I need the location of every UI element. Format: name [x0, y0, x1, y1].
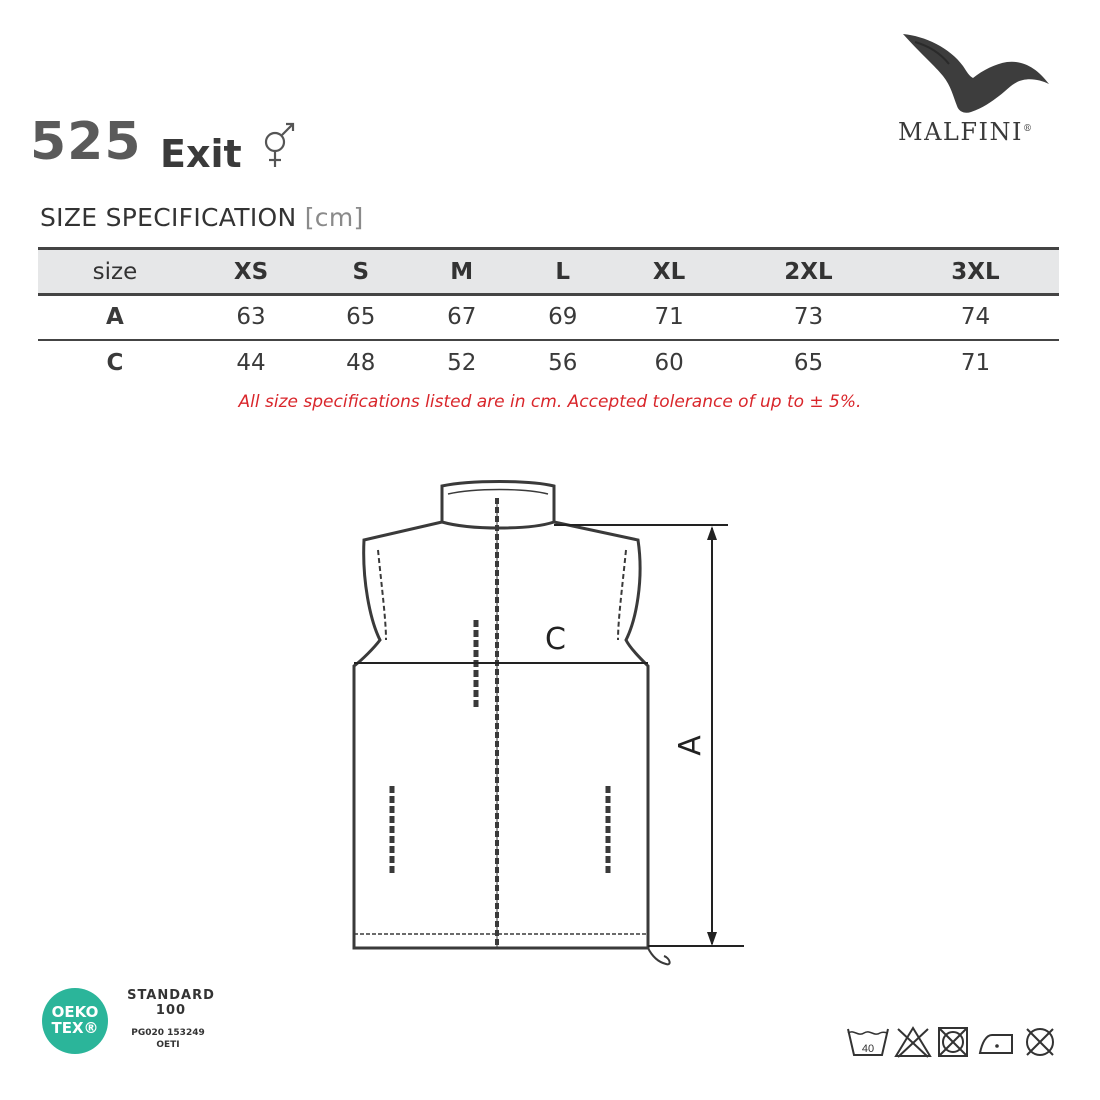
oeko-standard	[126, 988, 216, 1018]
oeko-tex-badge	[42, 988, 108, 1054]
eagle-logo-icon	[895, 26, 1055, 118]
product-number: 525	[30, 112, 142, 172]
tolerance-note: All size specifications listed are in cm. Accepted tolerance of up to ± 5%.	[238, 392, 862, 412]
oeko-code	[128, 1027, 208, 1051]
size-table	[38, 247, 1059, 385]
table-cell: 63	[236, 304, 266, 331]
table-cell: 74	[960, 304, 991, 331]
iron-low-icon	[976, 1025, 1016, 1059]
oeko-standard-line2: 100	[155, 1003, 187, 1018]
oeko-line1: OEKO	[51, 1003, 99, 1021]
size-header-cell: XL	[652, 258, 686, 285]
table-cell: 71	[960, 349, 991, 376]
table-cell: 73	[793, 304, 824, 331]
size-header-cell: 3XL	[951, 258, 1000, 285]
size-header-cell: XS	[233, 258, 269, 285]
row-label: C	[106, 349, 124, 376]
care-symbols	[846, 1025, 1061, 1061]
size-header-row	[38, 249, 1059, 295]
table-cell: 71	[654, 304, 684, 331]
table-cell: 48	[346, 349, 376, 376]
table-cell: 67	[447, 304, 477, 331]
spec-heading	[40, 203, 364, 232]
row-label: A	[106, 304, 124, 331]
spec-heading-title: SIZE SPECIFICATION	[40, 203, 297, 232]
size-header-cell: L	[555, 258, 571, 285]
wash-temp-label: 40	[861, 1043, 875, 1055]
oeko-line2: TEX®	[51, 1019, 99, 1037]
male-female-icon	[258, 120, 302, 172]
vest-drawing	[330, 470, 770, 970]
table-cell: 65	[346, 304, 376, 331]
oeko-code-line2: OETI	[156, 1040, 180, 1050]
brand-name: MALFINI®	[898, 118, 1034, 146]
table-cell: 60	[654, 349, 684, 376]
measurement-label-a: A	[672, 735, 708, 756]
table-cell: 69	[548, 304, 578, 331]
oeko-code-line1: PG020 153249	[131, 1028, 205, 1038]
product-name: Exit	[160, 132, 242, 176]
no-tumble-dry-icon	[936, 1025, 970, 1059]
measurement-label-c: C	[545, 622, 566, 657]
wash-40-icon	[846, 1025, 890, 1059]
table-cell: 44	[236, 349, 266, 376]
size-header-label: size	[92, 258, 138, 285]
size-header-cell: M	[450, 258, 474, 285]
spec-heading-unit: [cm]	[304, 203, 364, 232]
table-cell: 65	[793, 349, 824, 376]
size-header-cell: 2XL	[784, 258, 833, 285]
table-row	[38, 340, 1059, 385]
oeko-standard-line1: STANDARD	[127, 988, 215, 1003]
table-cell: 56	[548, 349, 578, 376]
no-bleach-icon	[894, 1025, 932, 1059]
no-dry-clean-icon	[1022, 1025, 1058, 1059]
size-header-cell: S	[352, 258, 370, 285]
table-row	[38, 295, 1059, 340]
table-cell: 52	[447, 349, 477, 376]
